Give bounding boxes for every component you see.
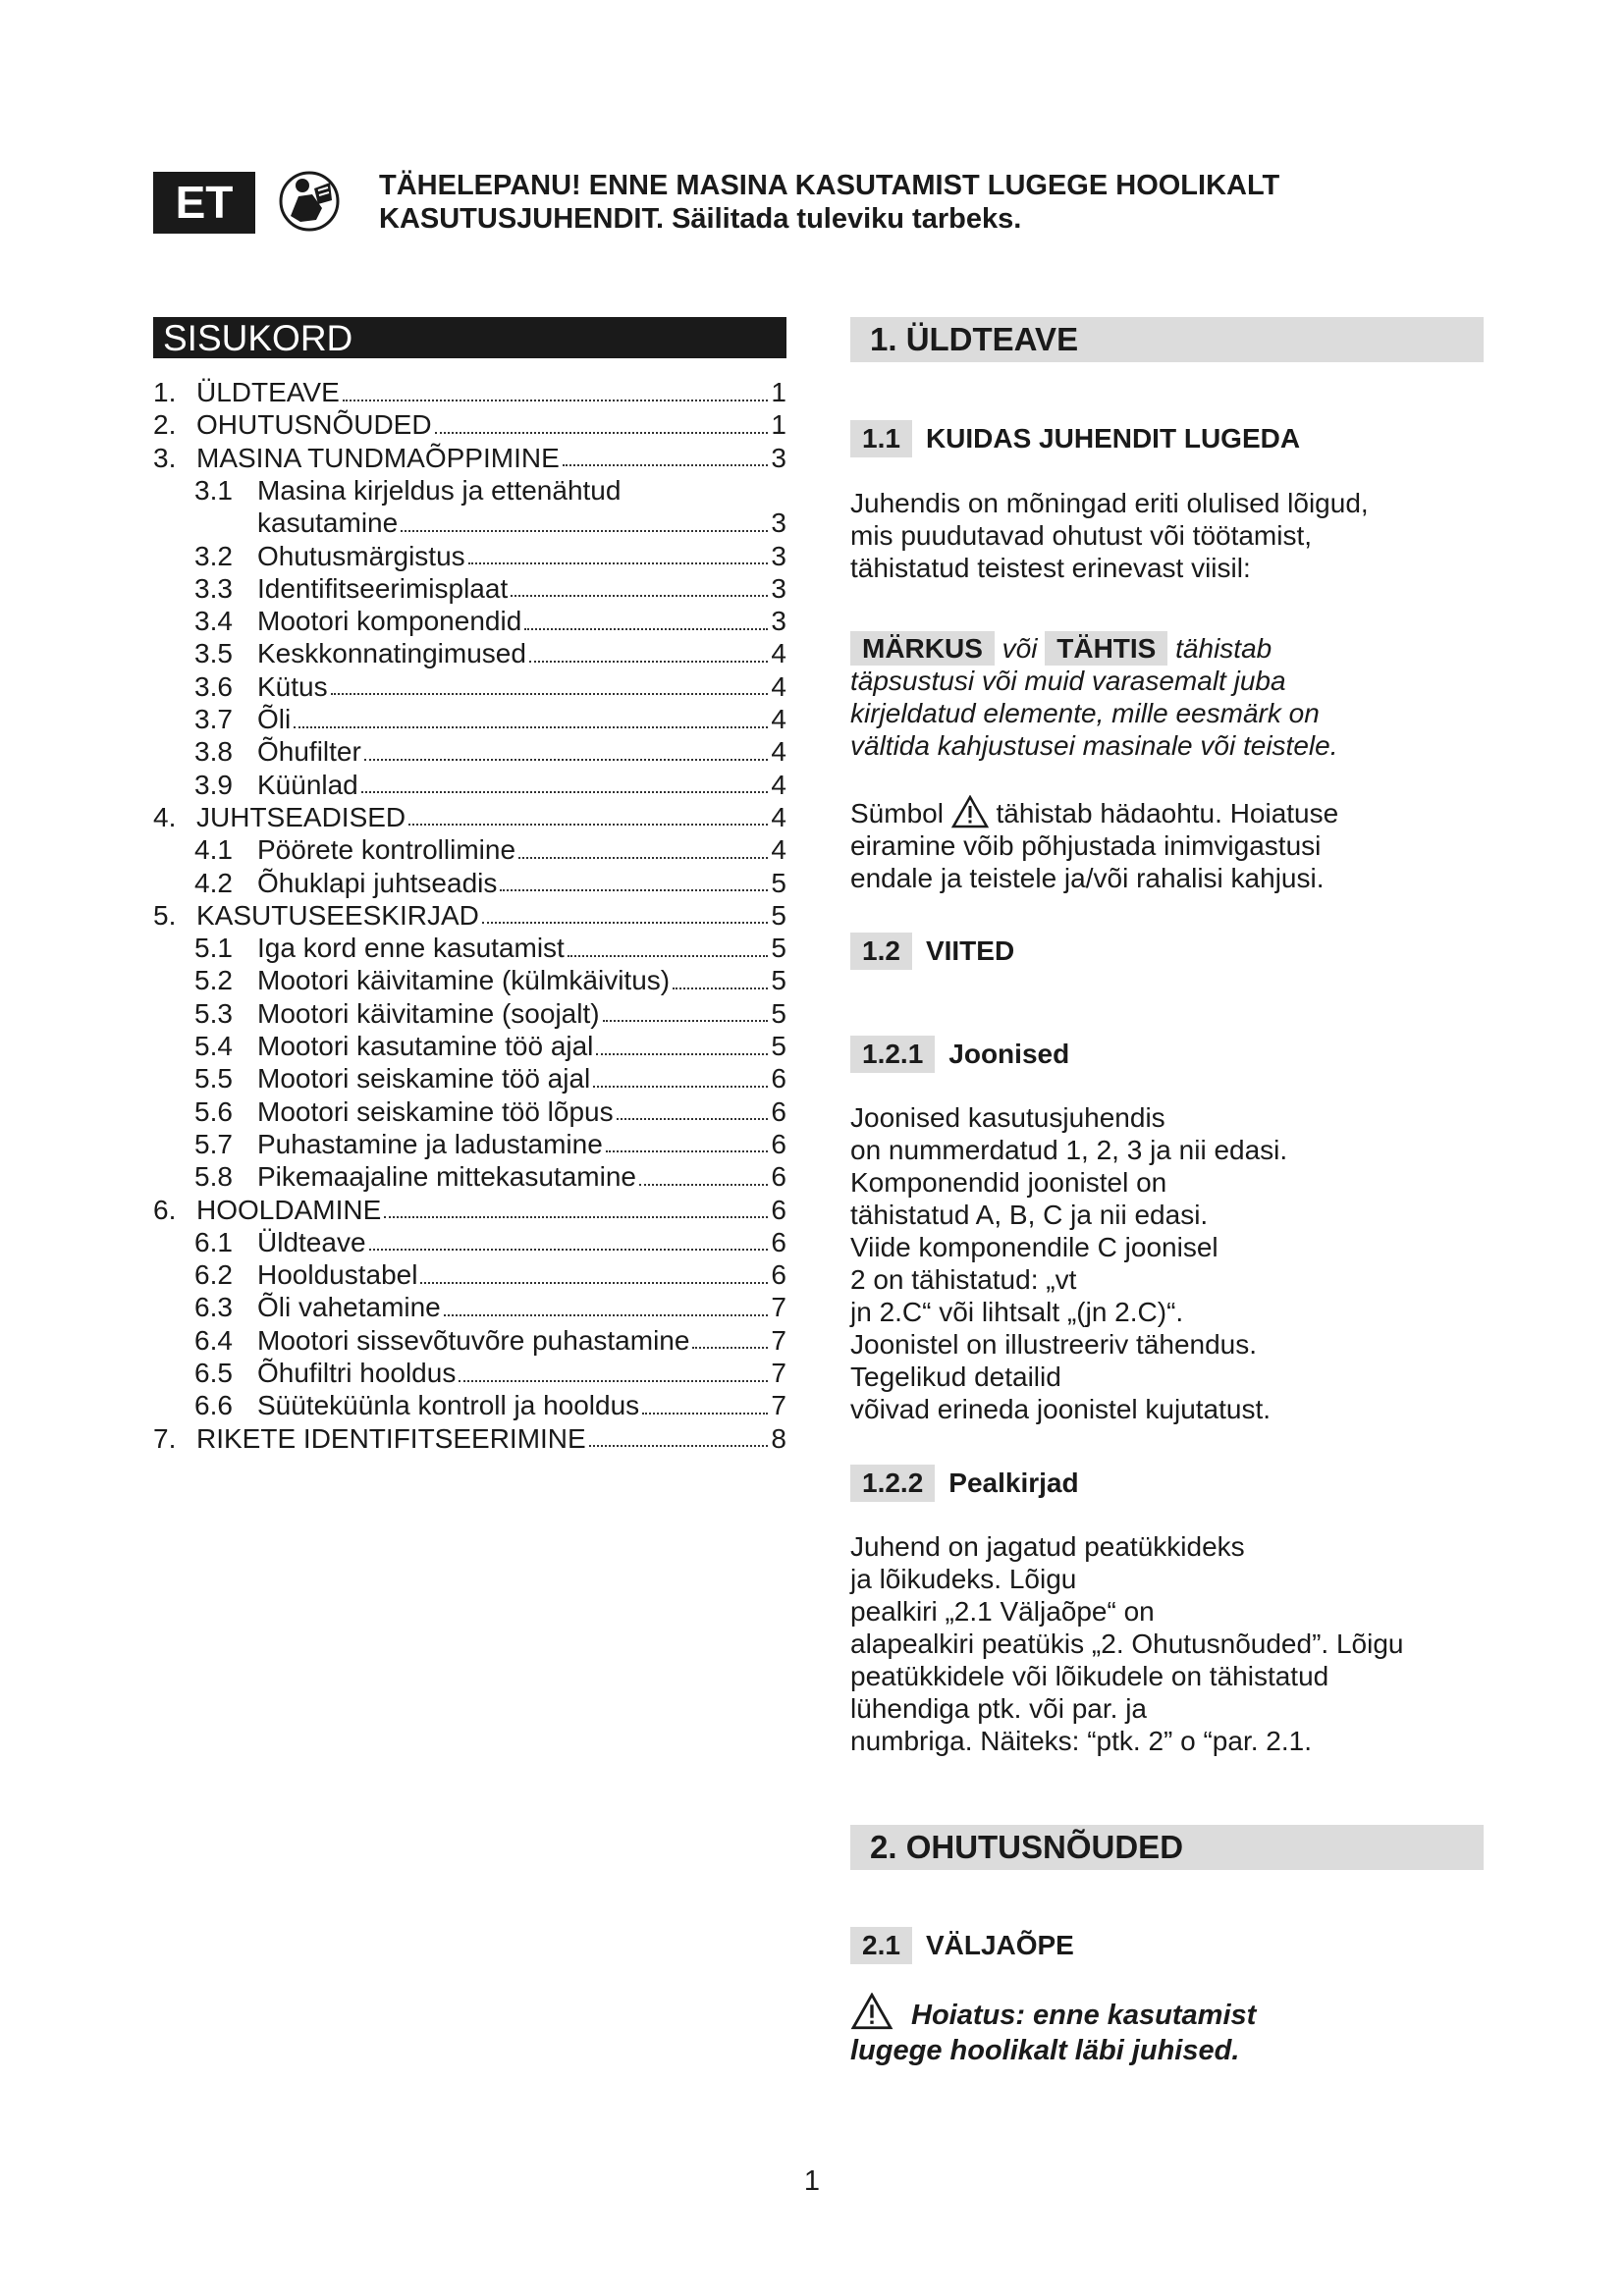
- toc-entry-number: 5.: [153, 899, 177, 931]
- toc-entry[interactable]: [153, 572, 786, 605]
- header-notice: [379, 169, 1361, 236]
- subsection-title: Pealkirjad: [948, 1468, 1079, 1498]
- note-tag: MÄRKUS: [850, 631, 995, 666]
- toc-entry[interactable]: [153, 507, 786, 539]
- toc-entry-page: 4: [771, 670, 786, 702]
- toc-dot-leader: [563, 464, 769, 466]
- toc-entry-number: 3.1: [194, 474, 233, 506]
- warning-triangle-icon: [850, 1993, 893, 2030]
- toc-dot-leader: [401, 530, 768, 532]
- text-line: Komponendid joonistel on: [850, 1167, 1167, 1198]
- toc-entry-page: 3: [771, 572, 786, 604]
- toc-entry-number: 4.: [153, 801, 177, 832]
- toc-entry-page: 5: [771, 1031, 786, 1061]
- toc-entry-number: 5.5: [194, 1063, 233, 1095]
- toc-entry-page: 5: [771, 867, 786, 898]
- toc-entry-title: Mootori seiskamine töö lõpus: [257, 1095, 614, 1127]
- toc-entry-number: 3.6: [194, 670, 233, 702]
- toc-entry[interactable]: [153, 1194, 786, 1226]
- toc-entry-page: 3: [771, 507, 786, 539]
- text-line: vältida kahjustusei masinale või teistele.: [850, 730, 1338, 761]
- toc-entry-page: 4: [771, 704, 786, 734]
- warning-text-line2: lugege hoolikalt läbi juhised.: [850, 2035, 1240, 2066]
- toc-entry-page: 3: [771, 442, 786, 473]
- text-line: tähistab hädaohtu. Hoiatuse: [996, 798, 1339, 828]
- toc-dot-leader: [408, 824, 768, 826]
- or-word: või: [1001, 633, 1038, 664]
- subsection-number: 1.2.2: [850, 1465, 935, 1502]
- toc-dot-leader: [596, 1053, 768, 1055]
- text-line: mis puudutavad ohutust või töötamist,: [850, 520, 1313, 551]
- training-warning: [850, 1993, 1479, 2068]
- toc-entry-page: 1: [771, 377, 786, 407]
- toc-dot-leader: [361, 791, 769, 793]
- toc-entry-title: Mootori käivitamine (soojalt): [257, 997, 600, 1029]
- section-2-title: 2. OHUTUSNÕUDED: [850, 1825, 1484, 1870]
- toc-dot-leader: [529, 661, 768, 663]
- toc-dot-leader: [444, 1314, 769, 1316]
- toc-entry-title: Mootori komponendid: [257, 606, 522, 637]
- toc-entry-page: 4: [771, 834, 786, 866]
- toc-entry-number: 6.4: [194, 1324, 233, 1356]
- toc-entry-page: 3: [771, 606, 786, 637]
- toc-entry[interactable]: [153, 997, 786, 1030]
- toc-entry-title: Hooldustabel: [257, 1259, 418, 1291]
- toc-entry-title: KASUTUSEESKIRJAD: [196, 899, 479, 931]
- toc-dot-leader: [692, 1347, 768, 1349]
- toc-entry-page: 7: [771, 1390, 786, 1421]
- toc-entry[interactable]: [153, 735, 786, 768]
- text-line: lühendiga ptk. või par. ja: [850, 1693, 1147, 1724]
- toc-dot-leader: [435, 432, 769, 434]
- toc-entry-title: Mootori käivitamine (külmkäivitus): [257, 965, 671, 996]
- toc-entry[interactable]: [153, 442, 786, 474]
- toc-entry-number: 5.2: [194, 965, 233, 996]
- toc-dot-leader: [589, 1445, 769, 1447]
- warning-text-line1: Hoiatus: enne kasutamist: [911, 2000, 1257, 2031]
- toc-entry-title: Õli vahetamine: [257, 1292, 441, 1323]
- toc-entry-title: Õhuklapi juhtseadis: [257, 867, 498, 898]
- toc-entry[interactable]: [153, 1422, 786, 1455]
- toc-dot-leader: [617, 1118, 769, 1120]
- toc-entry[interactable]: [153, 1128, 786, 1160]
- toc-entry[interactable]: [153, 769, 786, 801]
- toc-entry-number: 2.: [153, 409, 177, 441]
- warning-triangle-icon: [951, 795, 989, 828]
- toc-entry-page: 6: [771, 1226, 786, 1257]
- toc-dot-leader: [364, 759, 769, 761]
- toc-entry-title: Pikemaajaline mittekasutamine: [257, 1161, 636, 1193]
- text-line: Joonistel on illustreeriv tähendus.: [850, 1329, 1258, 1360]
- subsection-title: VIITED: [925, 935, 1015, 966]
- toc-entry-title: ÜLDTEAVE: [196, 377, 340, 407]
- toc-entry[interactable]: [153, 1030, 786, 1062]
- toc-entry-page: 6: [771, 1161, 786, 1193]
- toc-entry-number: 3.2: [194, 540, 233, 571]
- text-line: endale ja teistele ja/või rahalisi kahjusi.: [850, 863, 1325, 893]
- toc-entry-number: 4.1: [194, 834, 233, 866]
- toc-entry[interactable]: [153, 376, 786, 408]
- figures-paragraph: [850, 1101, 1479, 1425]
- toc-entry-number: 6.3: [194, 1292, 233, 1323]
- text-line: 2 on tähistatud: „vt: [850, 1264, 1077, 1295]
- toc-entry-number: 3.: [153, 442, 177, 473]
- toc-dot-leader: [500, 889, 768, 891]
- toc-dot-leader: [482, 922, 769, 924]
- text-line: on nummerdatud 1, 2, 3 ja nii edasi.: [850, 1135, 1288, 1165]
- toc-entry[interactable]: [153, 703, 786, 735]
- toc-entry-page: 6: [771, 1259, 786, 1291]
- toc-dot-leader: [593, 1086, 768, 1088]
- toc-entry-number: 6.1: [194, 1226, 233, 1257]
- text-line: Juhendis on mõningad eriti olulised lõigud,: [850, 488, 1369, 518]
- toc-entry-page: 6: [771, 1194, 786, 1225]
- toc-entry-page: 4: [771, 736, 786, 768]
- toc-dot-leader: [642, 1413, 768, 1415]
- toc-entry[interactable]: [153, 833, 786, 866]
- toc-entry[interactable]: [153, 932, 786, 964]
- toc-entry-title: HOOLDAMINE: [196, 1194, 382, 1225]
- toc-entry-number: 5.7: [194, 1128, 233, 1159]
- toc-dot-leader: [511, 595, 768, 597]
- toc-entry-number: 3.9: [194, 769, 233, 800]
- toc-entry-title: Õhufiltri hooldus: [257, 1358, 457, 1388]
- toc-entry-page: 8: [771, 1422, 786, 1454]
- toc-entry-title: OHUTUSNÕUDED: [196, 409, 432, 441]
- text-line: eiramine võib põhjustada inimvigastusi: [850, 830, 1322, 861]
- text-line: võivad erineda joonistel kujutatust.: [850, 1394, 1272, 1424]
- toc-entry-title: Mootori seiskamine töö ajal: [257, 1063, 591, 1095]
- toc-entry-title: RIKETE IDENTIFITSEERIMINE: [196, 1422, 586, 1454]
- text-line: Tegelikud detailid: [850, 1362, 1061, 1392]
- toc-entry[interactable]: [153, 1389, 786, 1421]
- note-paragraph: [850, 632, 1479, 762]
- toc-entry-number: 5.8: [194, 1161, 233, 1193]
- text-line: tähistatud A, B, C ja nii edasi.: [850, 1200, 1209, 1230]
- toc-entry-title: Iga kord enne kasutamist: [257, 933, 565, 964]
- toc-entry-page: 5: [771, 965, 786, 996]
- toc-entry-page: 4: [771, 638, 786, 669]
- toc-entry-title: Mootori kasutamine töö ajal: [257, 1031, 594, 1061]
- toc-entry-page: 5: [771, 899, 786, 931]
- toc-entry-page: 1: [771, 409, 786, 441]
- toc-entry-page: 6: [771, 1095, 786, 1127]
- text-line: numbriga. Näiteks: “ptk. 2” o “par. 2.1.: [850, 1726, 1312, 1756]
- important-tag: TÄHTIS: [1045, 631, 1167, 666]
- header-notice-line2: KASUTUSJUHENDIT. Säilitada tuleviku tarbeks.: [379, 203, 1022, 235]
- toc-entry-page: 7: [771, 1358, 786, 1388]
- toc-entry-page: 7: [771, 1292, 786, 1323]
- text-line: Juhend on jagatud peatükkideks: [850, 1531, 1245, 1562]
- toc-entry-page: 4: [771, 801, 786, 832]
- toc-dot-leader: [673, 988, 768, 989]
- toc-entry-number: 4.2: [194, 867, 233, 898]
- text-line: kirjeldatud elemente, mille eesmärk on: [850, 698, 1320, 728]
- subsection-number: 1.1: [850, 420, 912, 457]
- toc-entry-number: 1.: [153, 377, 177, 407]
- toc-entry-page: 7: [771, 1324, 786, 1356]
- toc-entry-number: 3.7: [194, 704, 233, 734]
- toc-entry-number: 3.5: [194, 638, 233, 669]
- subsection-title: VÄLJAÕPE: [925, 1930, 1074, 1960]
- toc-entry-page: 4: [771, 769, 786, 800]
- toc-entry[interactable]: [153, 1062, 786, 1095]
- language-badge: ET: [153, 172, 255, 234]
- read-manual-icon: [279, 169, 340, 234]
- toc-entry-number: 5.3: [194, 997, 233, 1029]
- toc-entry[interactable]: [153, 670, 786, 703]
- symbol-word: Sümbol: [850, 798, 944, 828]
- toc-dot-leader: [518, 857, 768, 859]
- toc-dot-leader: [369, 1249, 769, 1251]
- text-line: alapealkiri peatükis „2. Ohutusnõuded”. Lõigu: [850, 1629, 1404, 1659]
- toc-entry[interactable]: [153, 605, 786, 637]
- subsection-1-1-heading: [850, 420, 1300, 457]
- subsection-number: 2.1: [850, 1927, 912, 1964]
- intro-paragraph: [850, 487, 1479, 584]
- toc-entry-number: 6.5: [194, 1358, 233, 1388]
- toc-dot-leader: [603, 1020, 769, 1022]
- text-line: ja lõikudeks. Lõigu: [850, 1564, 1077, 1594]
- subsection-1-2-2-heading: [850, 1465, 1079, 1502]
- text-line: Joonised kasutusjuhendis: [850, 1102, 1165, 1133]
- toc-dot-leader: [639, 1184, 768, 1186]
- toc-entry-page: 6: [771, 1128, 786, 1159]
- text-line: jn 2.C“ või lihtsalt „(jn 2.C)“.: [850, 1297, 1184, 1327]
- toc-entry[interactable]: [153, 637, 786, 669]
- toc-entry[interactable]: [153, 474, 786, 507]
- toc-dot-leader: [468, 562, 769, 564]
- toc-entry-title: Ohutusmärgistus: [257, 540, 465, 571]
- toc-dot-leader: [420, 1282, 768, 1284]
- toc-entry-number: 5.1: [194, 933, 233, 964]
- toc-entry-title: JUHTSEADISED: [196, 801, 406, 832]
- toc-dot-leader: [524, 628, 768, 630]
- toc-dot-leader: [606, 1150, 769, 1152]
- toc-entry-title: Süüteküünla kontroll ja hooldus: [257, 1390, 640, 1421]
- toc-entry-page: 5: [771, 933, 786, 964]
- toc-entry-title: Pöörete kontrollimine: [257, 834, 516, 866]
- toc-entry-title: Õli: [257, 704, 292, 734]
- toc-entry[interactable]: [153, 1226, 786, 1258]
- toc-entry[interactable]: [153, 540, 786, 572]
- page-number: 1: [803, 2165, 821, 2197]
- toc-entry[interactable]: [153, 1160, 786, 1193]
- toc-entry[interactable]: [153, 1258, 786, 1291]
- text-line: pealkiri „2.1 Väljaõpe“ on: [850, 1596, 1155, 1627]
- toc-entry-number: 3.8: [194, 736, 233, 768]
- subsection-number: 1.2.1: [850, 1036, 935, 1073]
- toc-entry-title: Keskkonnatingimused: [257, 638, 526, 669]
- toc-dot-leader: [331, 693, 769, 695]
- text-line: peatükkidele või lõikudele on tähistatud: [850, 1661, 1329, 1691]
- toc-entry[interactable]: [153, 1291, 786, 1323]
- symbol-paragraph: [850, 795, 1479, 894]
- subsection-title: KUIDAS JUHENDIT LUGEDA: [925, 423, 1301, 454]
- toc-entry-title: MASINA TUNDMAÕPPIMINE: [196, 442, 560, 473]
- toc-dot-leader: [343, 400, 769, 401]
- toc-entry-page: 5: [771, 997, 786, 1029]
- toc-dot-leader: [384, 1216, 768, 1218]
- toc-entry[interactable]: [153, 408, 786, 441]
- subsection-2-1-heading: [850, 1927, 1074, 1964]
- subsection-number: 1.2: [850, 933, 912, 970]
- subsection-title: Joonised: [948, 1039, 1070, 1069]
- section-1-title: 1. ÜLDTEAVE: [850, 317, 1484, 362]
- toc-entry-title: Kütus: [257, 670, 328, 702]
- subsection-1-2-1-heading: [850, 1036, 1069, 1073]
- subsection-1-2-heading: [850, 933, 1014, 970]
- toc-entry[interactable]: [153, 899, 786, 932]
- toc-entry-number: 6.6: [194, 1390, 233, 1421]
- toc-entry-number: 5.6: [194, 1095, 233, 1127]
- headings-paragraph: [850, 1530, 1479, 1757]
- toc-entry-title: kasutamine: [257, 507, 399, 539]
- text-line: tähistatud teistest erinevast viisil:: [850, 553, 1251, 583]
- toc-entry[interactable]: [153, 1095, 786, 1128]
- toc-entry[interactable]: [153, 867, 786, 899]
- toc-entry-number: 3.4: [194, 606, 233, 637]
- toc-entry-number: 7.: [153, 1422, 177, 1454]
- text-line: Viide komponendile C joonisel: [850, 1232, 1218, 1262]
- text-line: tähistab: [1175, 633, 1272, 664]
- toc-dot-leader: [294, 726, 768, 728]
- toc-entry[interactable]: [153, 1357, 786, 1389]
- toc-entry[interactable]: [153, 801, 786, 833]
- toc-entry[interactable]: [153, 1324, 786, 1357]
- toc-entry-title: Küünlad: [257, 769, 358, 800]
- toc-entry-number: 5.4: [194, 1031, 233, 1061]
- toc-entry[interactable]: [153, 964, 786, 996]
- toc-dot-leader: [568, 955, 769, 957]
- toc-title: SISUKORD: [153, 317, 786, 358]
- toc-entry-title: Õhufilter: [257, 736, 361, 768]
- toc-entry-title: Puhastamine ja ladustamine: [257, 1128, 603, 1159]
- toc-entry-title: Mootori sissevõtuvõre puhastamine: [257, 1324, 690, 1356]
- toc-entry-page: 6: [771, 1063, 786, 1095]
- toc-entry-number: 6.: [153, 1194, 177, 1225]
- toc-entry-number: 3.3: [194, 572, 233, 604]
- toc-entry-title: Üldteave: [257, 1226, 366, 1257]
- toc-entry-title: Identifitseerimisplaat: [257, 572, 509, 604]
- header-notice-line1: TÄHELEPANU! ENNE MASINA KASUTAMIST LUGEGE HOOLIKALT: [379, 170, 1280, 201]
- toc-entry-title: Masina kirjeldus ja ettenähtud: [257, 474, 622, 506]
- toc-dot-leader: [459, 1380, 768, 1382]
- toc-entry-number: 6.2: [194, 1259, 233, 1291]
- text-line: täpsustusi või muid varasemalt juba: [850, 666, 1286, 696]
- toc-entry-page: 3: [771, 540, 786, 571]
